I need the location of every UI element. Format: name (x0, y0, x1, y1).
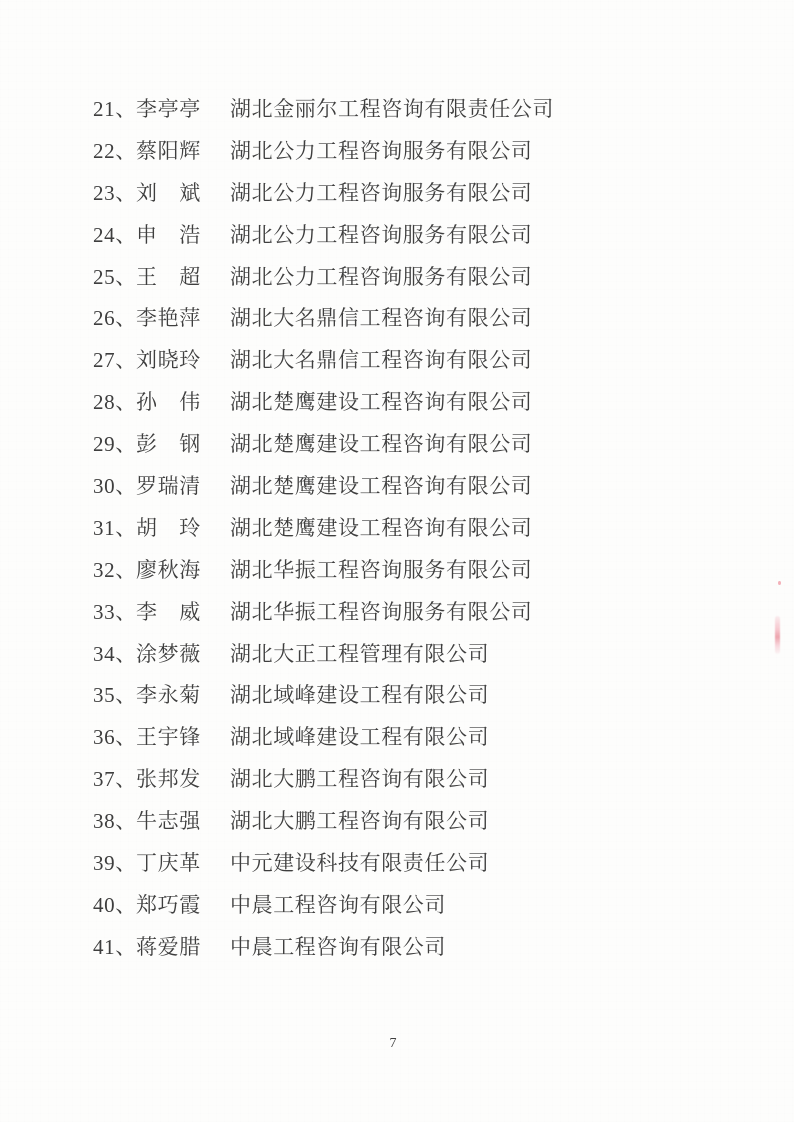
list-item (93, 925, 554, 967)
item-number: 37、 (93, 767, 137, 792)
item-name: 郑巧霞 (136, 892, 201, 917)
item-company: 湖北大正工程管理有限公司 (230, 641, 490, 666)
list-item (93, 213, 554, 255)
item-number: 30、 (93, 473, 137, 498)
list-item (93, 632, 554, 674)
item-number: 31、 (93, 515, 137, 540)
item-number: 28、 (93, 390, 137, 415)
item-name: 彭 钢 (136, 432, 201, 457)
item-number: 38、 (93, 809, 137, 834)
list-item (93, 590, 554, 632)
list-item (93, 799, 554, 841)
list-item (93, 841, 554, 883)
item-company: 湖北大名鼎信工程咨询有限公司 (230, 306, 533, 331)
item-company: 湖北金丽尔工程咨询有限责任公司 (230, 96, 554, 121)
item-company: 湖北楚鹰建设工程咨询有限公司 (230, 473, 533, 498)
item-company: 湖北公力工程咨询服务有限公司 (230, 180, 533, 205)
item-number: 33、 (93, 599, 137, 624)
item-company: 湖北域峰建设工程有限公司 (230, 725, 490, 750)
item-name: 王宇锋 (136, 725, 201, 750)
item-number: 36、 (93, 725, 137, 750)
item-number: 40、 (93, 892, 137, 917)
list-item (93, 673, 554, 715)
item-name: 孙 伟 (136, 390, 201, 415)
item-name: 申 浩 (136, 222, 201, 247)
item-company: 湖北公力工程咨询服务有限公司 (230, 138, 533, 163)
item-company: 湖北公力工程咨询服务有限公司 (230, 222, 533, 247)
item-name: 涂梦薇 (136, 641, 201, 666)
list-item (93, 548, 554, 590)
item-name: 李永菊 (136, 683, 201, 708)
item-company: 湖北楚鹰建设工程咨询有限公司 (230, 515, 533, 540)
item-company: 湖北大名鼎信工程咨询有限公司 (230, 348, 533, 373)
item-company: 湖北楚鹰建设工程咨询有限公司 (230, 390, 533, 415)
item-name: 丁庆革 (136, 850, 201, 875)
item-company: 湖北华振工程咨询服务有限公司 (230, 557, 533, 582)
item-company: 中元建设科技有限责任公司 (230, 850, 490, 875)
list-item (93, 464, 554, 506)
item-number: 22、 (93, 138, 137, 163)
item-name: 蔡阳辉 (136, 138, 201, 163)
list-item (93, 422, 554, 464)
list-item (93, 87, 554, 129)
list-item (93, 255, 554, 297)
item-name: 刘 斌 (136, 180, 201, 205)
red-ink-speck (778, 581, 781, 585)
list-item (93, 757, 554, 799)
item-number: 24、 (93, 222, 137, 247)
list-item (93, 883, 554, 925)
item-name: 刘晓玲 (136, 348, 201, 373)
item-company: 中晨工程咨询有限公司 (230, 934, 446, 959)
item-number: 35、 (93, 683, 137, 708)
member-list (93, 87, 554, 967)
item-name: 张邦发 (136, 767, 201, 792)
item-company: 湖北华振工程咨询服务有限公司 (230, 599, 533, 624)
item-company: 中晨工程咨询有限公司 (230, 892, 446, 917)
item-number: 34、 (93, 641, 137, 666)
list-item (93, 715, 554, 757)
list-item (93, 296, 554, 338)
item-name: 李 威 (136, 599, 201, 624)
item-name: 胡 玲 (136, 515, 201, 540)
item-number: 32、 (93, 557, 137, 582)
red-ink-streak (775, 616, 780, 654)
item-company: 湖北大鹏工程咨询有限公司 (230, 767, 490, 792)
item-company: 湖北大鹏工程咨询有限公司 (230, 809, 490, 834)
list-item (93, 338, 554, 380)
item-number: 29、 (93, 432, 137, 457)
red-ink-mark (772, 578, 784, 658)
item-number: 41、 (93, 934, 137, 959)
item-name: 罗瑞清 (136, 473, 201, 498)
item-name: 牛志强 (136, 809, 201, 834)
item-company: 湖北域峰建设工程有限公司 (230, 683, 490, 708)
list-item (93, 506, 554, 548)
list-item (93, 129, 554, 171)
item-company: 湖北楚鹰建设工程咨询有限公司 (230, 432, 533, 457)
item-number: 27、 (93, 348, 137, 373)
item-number: 26、 (93, 306, 137, 331)
page-number: 7 (389, 1036, 397, 1051)
item-name: 蒋爱腊 (136, 934, 201, 959)
item-name: 李艳萍 (136, 306, 201, 331)
item-number: 23、 (93, 180, 137, 205)
item-number: 39、 (93, 850, 137, 875)
item-name: 王 超 (136, 264, 201, 289)
item-number: 25、 (93, 264, 137, 289)
item-company: 湖北公力工程咨询服务有限公司 (230, 264, 533, 289)
list-item (93, 171, 554, 213)
item-name: 李亭亭 (136, 96, 201, 121)
item-name: 廖秋海 (136, 557, 201, 582)
list-item (93, 380, 554, 422)
item-number: 21、 (93, 96, 137, 121)
